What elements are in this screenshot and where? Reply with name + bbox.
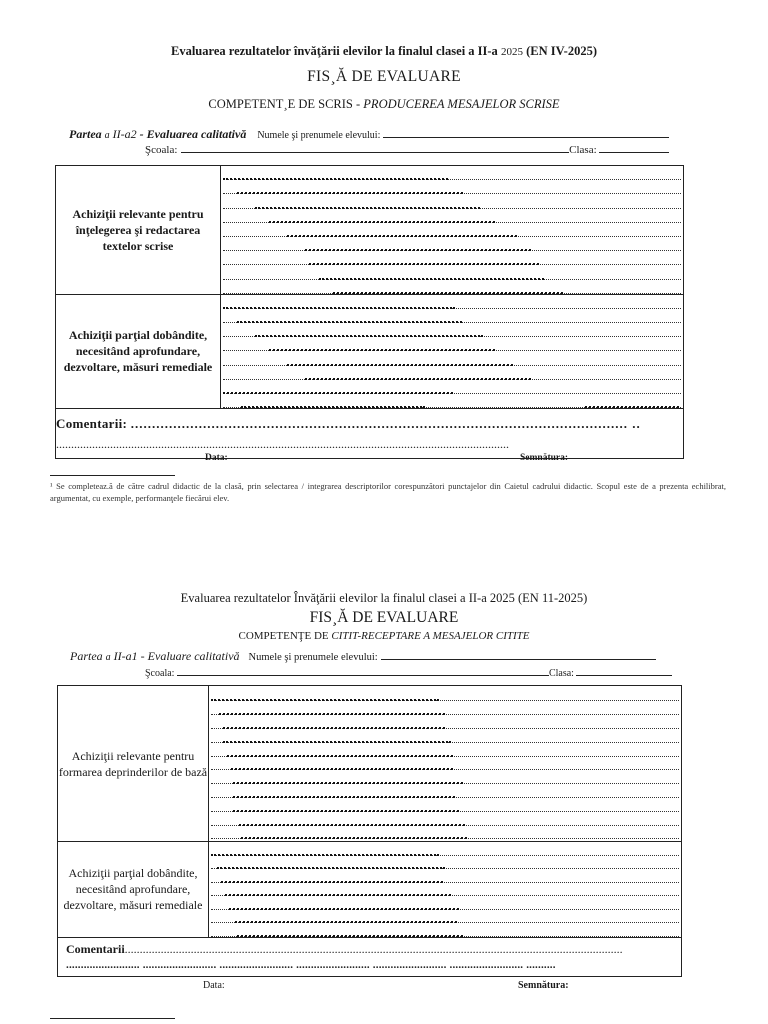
form2-partea-row xyxy=(70,648,656,664)
form1-comments-line1: Comentarii: ..................................................................................................................... .. xyxy=(56,415,641,431)
form2-signature-label: Semnătura: xyxy=(518,980,569,991)
form2-subtitle xyxy=(0,630,768,642)
form2-class-label: Clasa: xyxy=(548,668,574,679)
form1-partea-word: Partea xyxy=(69,127,102,141)
form2-row2-lines[interactable] xyxy=(209,842,682,938)
form1-header-year: 2025 xyxy=(500,46,523,58)
form1-comments-cell[interactable] xyxy=(56,409,684,459)
form2-school-label: Şcoala: xyxy=(145,668,175,679)
form1-header-code: (EN IV-2025) xyxy=(526,44,598,58)
form2-subtitle-italic: CITIT-RECEPTARE A MESAJELOR CITITE xyxy=(331,630,530,642)
form1-school-label: Şcoala: xyxy=(145,144,178,156)
form1-comments-line2: ....................................................................................................................................................... xyxy=(56,436,509,451)
form2-comments-cell[interactable] xyxy=(58,937,682,976)
form2-name-label: Numele şi prenumele elevului: xyxy=(248,652,378,663)
form1-partea-row xyxy=(69,126,669,142)
form1-row2-lines[interactable] xyxy=(221,294,684,409)
form1-header-text: Evaluarea rezultatelor învăţării elevilor la finalul clasei a II-a xyxy=(170,44,498,58)
form2-comments-line1: Comentarii...................................................................................................................................................................... xyxy=(66,941,623,956)
form1-date-label: Data: xyxy=(205,453,228,463)
form2-row1-label: Achiziţii relevante pentru formarea deprinderilor de bază xyxy=(58,748,208,779)
form2-partea-desc: - Evaluare calitativă xyxy=(137,649,240,663)
form1-school-row xyxy=(145,141,669,156)
form2-class-field[interactable] xyxy=(576,664,672,676)
form1-class-field[interactable] xyxy=(599,141,669,153)
form2-partea-word: Partea xyxy=(70,649,103,663)
form1-name-field[interactable] xyxy=(383,126,669,138)
form1-comments-label: Comentarii: xyxy=(56,415,128,431)
form1-row1-lines[interactable] xyxy=(221,166,684,295)
form2-subtitle-main: COMPETENŢE DE xyxy=(238,630,332,642)
form1-school-field[interactable] xyxy=(181,141,569,153)
form2-partea-code: II-a1 xyxy=(113,649,138,663)
form1-footnote: ¹ Se completeaz.ă de către cadrul didactic de la clasă, prin selectarea / integrarea descriptorilor corespunzători punctajelor din Caietul cadrului didactic. Scopul este de a prezenta echilibrat, argumentat, cu exemple, performanţele fiecărui elev. xyxy=(50,481,726,503)
form1-subtitle-italic: PRODUCEREA MESAJELOR SCRISE xyxy=(363,97,560,111)
form1-subtitle xyxy=(0,97,768,112)
form1-table xyxy=(55,165,684,459)
form2-row1-lines[interactable] xyxy=(209,686,682,842)
form2-comments-label: Comentarii xyxy=(66,941,125,956)
form1-header xyxy=(0,44,768,59)
form1-partea-desc: - Evaluarea calitativă xyxy=(136,127,247,141)
form1-row2-label: Achiziţii parţial dobândite, necesitând aprofundare, dezvoltare, măsuri remediale xyxy=(63,328,213,375)
form2-school-field[interactable] xyxy=(177,664,549,676)
form2-date-label: Data: xyxy=(203,980,225,991)
form2-title: FIS¸Ă DE EVALUARE xyxy=(309,609,459,626)
form1-row1-label-cell xyxy=(56,166,221,295)
form2-table xyxy=(57,685,682,977)
form2-row2-label: Achiziţii parţial dobândite, necesitând aprofundare, dezvoltare, măsuri remediale xyxy=(63,866,203,913)
form1-class-label: Clasa: xyxy=(569,144,597,156)
form2-footnote-divider xyxy=(50,1018,175,1019)
form2-partea-a: a xyxy=(105,652,111,663)
form1-row1-label: Achiziţii relevante pentru înţelegerea şi redactarea textelor scrise xyxy=(72,206,204,253)
form1-signature-label: Semnătura: xyxy=(520,453,569,463)
form1-row2-label-cell xyxy=(56,294,221,409)
form2-comments-line2: ......................... ......................... ......................... ......................... ......................... ......................... .......... xyxy=(66,958,556,971)
form1-title: FIS¸Ă DE EVALUARE xyxy=(307,68,461,85)
form2-row1-label-cell xyxy=(58,686,209,842)
form2-header: Evaluarea rezultatelor Învăţării elevilor la finalul clasei a II-a 2025 (EN 11-2025) xyxy=(180,591,588,605)
form1-partea-a: a xyxy=(104,130,110,141)
form1-subtitle-main: COMPETENT¸E DE SCRIS - xyxy=(208,97,364,111)
form1-footnote-divider xyxy=(50,475,175,476)
form2-name-field[interactable] xyxy=(381,648,656,660)
form1-partea-code: II-a2 xyxy=(112,127,137,141)
form1-name-label: Numele şi prenumele elevului: xyxy=(257,130,381,141)
form2-school-row xyxy=(145,664,672,679)
form2-row2-label-cell xyxy=(58,842,209,938)
